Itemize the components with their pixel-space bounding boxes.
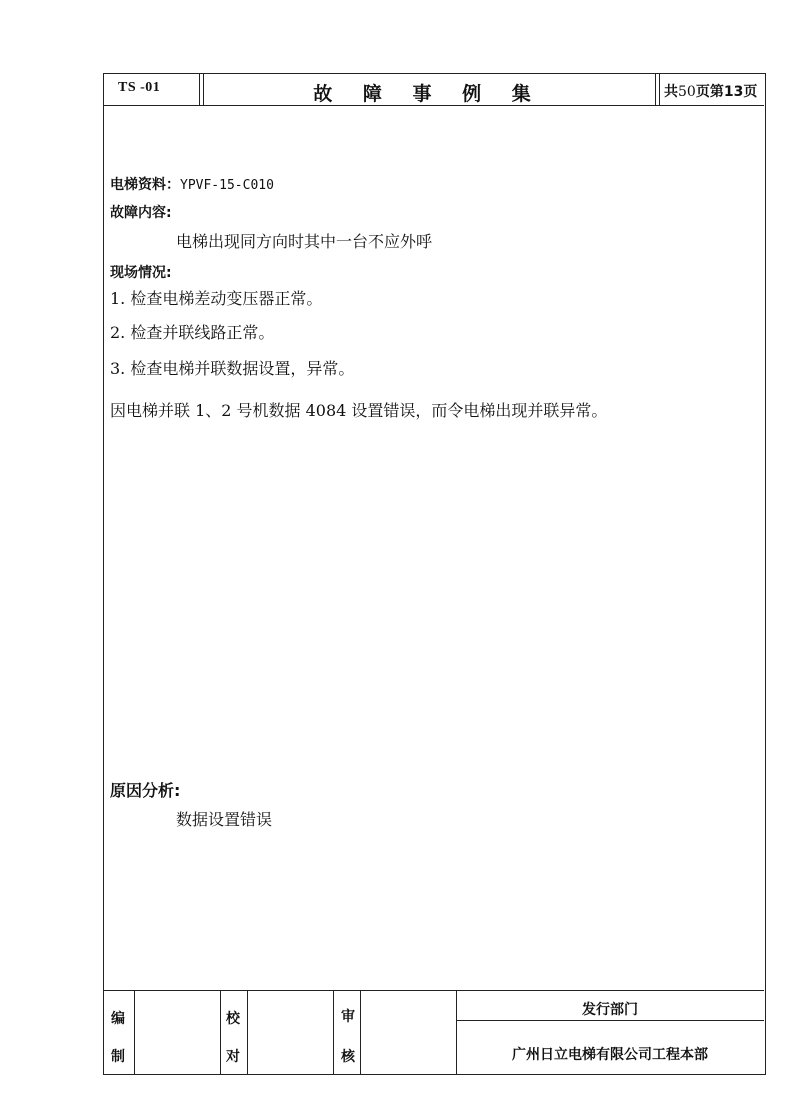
issuing-dept-label: 发行部门 xyxy=(582,1002,638,1018)
footer-divider xyxy=(333,990,334,1075)
header-divider xyxy=(199,74,200,105)
site-label: 现场情况: xyxy=(110,265,172,281)
page-mid: 页第 xyxy=(695,84,724,100)
cause-text: 数据设置错误 xyxy=(176,810,273,829)
footer-divider xyxy=(247,990,248,1075)
total-pages: 50 xyxy=(678,84,696,100)
check-label-2: 对 xyxy=(226,1049,240,1065)
conclusion-text: 因电梯并联 1、2 号机数据 4084 设置错误，而令电梯出现并联异常。 xyxy=(110,401,608,420)
document-title: 故 障 事 例 集 xyxy=(313,83,543,105)
document-frame xyxy=(103,73,766,1075)
site-item: 3. 检查电梯并联数据设置，异常。 xyxy=(110,359,355,378)
current-page: 13 xyxy=(723,84,744,100)
footer-divider xyxy=(360,990,361,1075)
header-divider xyxy=(655,74,656,105)
fault-label: 故障内容: xyxy=(110,205,172,221)
check-label-1: 校 xyxy=(226,1011,240,1027)
cause-label: 原因分析: xyxy=(110,781,181,800)
issuing-dept: 广州日立电梯有限公司工程本部 xyxy=(512,1047,708,1063)
page-prefix: 共 xyxy=(664,84,678,100)
review-label-1: 审 xyxy=(341,1009,355,1025)
review-label-2: 核 xyxy=(341,1049,355,1065)
fault-text: 电梯出现同方向时其中一台不应外呼 xyxy=(176,232,433,251)
footer-inner-rule xyxy=(456,1020,764,1021)
elevator-info xyxy=(110,174,274,194)
compile-label-2: 制 xyxy=(111,1049,125,1065)
site-item: 2. 检查并联线路正常。 xyxy=(110,323,275,342)
footer-divider xyxy=(134,990,135,1075)
footer-rule xyxy=(104,990,764,991)
footer-divider xyxy=(220,990,221,1075)
header-rule xyxy=(104,105,764,106)
document-number: TS -01 xyxy=(118,80,161,95)
page-suffix: 页 xyxy=(743,84,758,100)
site-item: 1. 检查电梯差动变压器正常。 xyxy=(110,289,323,308)
header-divider xyxy=(659,74,660,105)
elevator-info-label: 电梯资料： xyxy=(110,177,180,193)
page-info xyxy=(664,81,757,101)
compile-label-1: 编 xyxy=(111,1011,125,1027)
elevator-info-value: YPVF-15-C010 xyxy=(180,178,274,193)
